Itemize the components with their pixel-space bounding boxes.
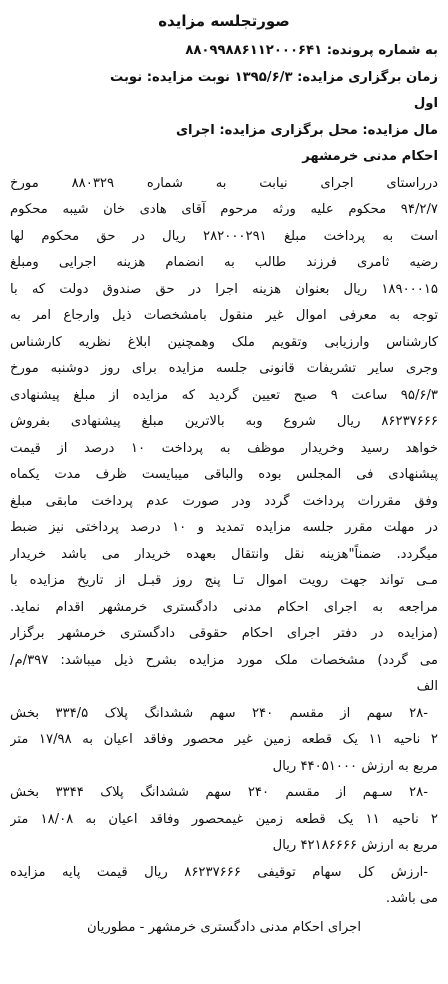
body-line: الف	[416, 679, 438, 694]
auction-location-line: مال مزایده: محل برگزاری مزایده: اجرای	[175, 122, 438, 138]
case-number-line: به شماره پرونده: ۸۸۰۹۹۸۸۶۱۱۲۰۰۰۶۴۱	[185, 43, 438, 58]
property-item-line: ۲ ناحیه ۱۱ یک قطعه زمین غیر محصور وفاقد اعیان به ۱۷/۹۸ متر	[10, 732, 438, 747]
auction-round-line: اول	[413, 96, 438, 111]
total-value-line: می باشد.	[385, 891, 438, 906]
body-line: ۸۶۲۳۷۶۶۶ ریال شروع وبه بالاترین مبلغ پیشنهادی بفروش	[10, 414, 438, 429]
header-block	[10, 38, 438, 171]
property-item-line: -۲۸ سـهم از مقسم ۲۴۰ سهم ششدانگ پلاک ۳۳۴۴ بخش	[10, 785, 428, 800]
body-line: رضیه ثامری فرزند طالب به انضمام هزینه اجرایی ومبلغ	[10, 255, 438, 270]
body-line: در مهلت مقرر جلسه مزایده تمدید و ۱۰ درصد پرداختی نیز ضبط	[10, 520, 438, 535]
body-line: میگردد. ضمناً"هزینه نقل وانتقال بعهده خریدار می باشد خریدار	[10, 546, 438, 562]
auction-time-line: زمان برگزاری مزایده: ۱۳۹۵/۶/۳ نوبت مزایده: نوبت	[110, 69, 438, 85]
body-line: ۱۸۹۰۰۰۱۵ ریال بعنوان هزینه اجرا در حق صندوق دولت که با	[10, 281, 438, 297]
body-line: درراستای اجرای نیابت به شماره ۸۸۰۳۲۹ مورخ	[10, 175, 438, 191]
body-block	[10, 171, 438, 701]
property-item-line: -۲۸ سهم از مقسم ۲۴۰ سهم ششدانگ پلاک ۳۳۴/۵ بخش	[10, 705, 428, 721]
body-line: کارشناس وارزیابی وتقویم ملک وهمچنین ابلاغ نظریه کارشناس	[10, 334, 438, 350]
property-item-line: ۲ ناحیه ۱۱ یک قطعه زمین غیمحصور وفاقد اعیان به ۱۸/۰۸ متر	[10, 811, 438, 827]
body-line: توجه به معرفی اموال غیر منقول بامشخصات ذیل وارجاع امر به	[10, 308, 438, 323]
property-items-block	[10, 701, 438, 913]
body-line: وجری سایر تشریفات قانونی جلسه مزایده برای روز دوشنبه مورخ	[10, 361, 438, 376]
body-line: می گردد) مشخصات ملک مورد مزایده بشرح ذیل میباشد: ۳۹۷/م/	[10, 652, 438, 668]
auction-location-line-2: احکام مدنی خرمشهر	[302, 149, 438, 164]
body-line: است به پرداخت مبلغ ۲۸۲۰۰۰۲۹۱ ریال در حق محکوم لها	[10, 228, 438, 244]
body-line: مـی تواند جهت رویت اموال تـا پنج روز قبـل از تاریخ مزایده با	[10, 573, 438, 588]
body-line: خواهد رسید وخریدار موظف به پرداخت ۱۰ درصد از قیمت	[10, 440, 438, 456]
body-line: ۹۴/۲/۷ محکوم علیه ورثه مرحوم آقای هادی خان شیبه محکوم	[10, 202, 438, 217]
document-title: صورتجلسه مزایده	[158, 12, 290, 30]
body-line: ۹۵/۶/۳ ساعت ۹ صبح تعیین گردید که مزایده از مبلغ پیشنهادی	[10, 387, 438, 403]
signature: اجرای احکام مدنی دادگستری خرمشهر - مطوریان	[87, 919, 361, 935]
total-value-line: -ارزش کل سهام توقیفی ۸۶۲۳۷۶۶۶ ریال قیمت پایه مزایده	[10, 864, 428, 880]
body-line: پیشنهادی فی المجلس بوده والباقی میبایست ظرف مدت یکماه	[10, 467, 438, 482]
property-item-line: مربع به ارزش ۴۲۱۸۶۶۶۶ ریال	[272, 838, 438, 853]
body-line: (مزایده در دفتر اجرای احکام حقوقی دادگستری خرمشهر برگزار	[10, 626, 438, 641]
body-line: وفق مقررات پرداخت گردد ودر صورت عدم پرداخت مابقی مبلغ	[10, 493, 438, 509]
property-item-line: مربع به ارزش ۴۴۰۵۱۰۰۰ ریال	[272, 758, 438, 774]
body-line: مراجعه به اجرای احکام مدنی دادگستری خرمشهر اقدام نماید.	[10, 599, 438, 615]
